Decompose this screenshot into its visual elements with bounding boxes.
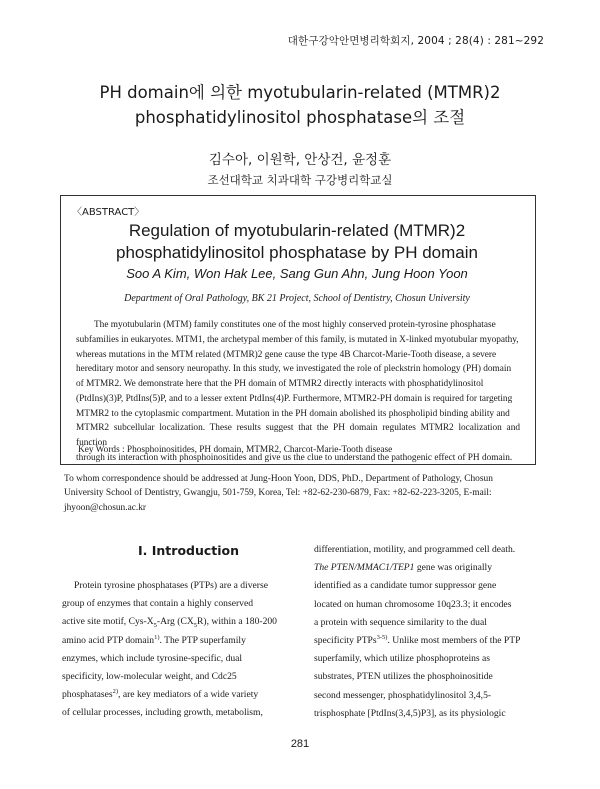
text-run: gene was originally <box>414 562 492 574</box>
abstract-line: whereas mutations in the MTM related (MTMR)2 gene cause the type 4B Charcot-Marie-Tooth disease, a severe <box>76 349 497 360</box>
journal-reference: 대한구강악안면병리학회지, 2004 ; 28(4) : 281~292 <box>287 35 544 47</box>
abstract-line: MTMR2 subcellular localization. These results suggest that the PH domain regulates MTMR2 localization and function <box>76 423 520 448</box>
text-run: . Unlike most members of the PTP <box>387 635 521 647</box>
text-run: active site motif, Cys-X <box>62 616 154 628</box>
abstract-body <box>76 318 520 466</box>
body-line <box>62 686 294 704</box>
abstract-line: The myotubularin (MTM) family constitutes one of the most highly conserved protein-tyrosine phosphatase <box>94 320 496 330</box>
body-line: differentiation, motility, and programmed cell death. <box>314 544 516 555</box>
subscript: 5 <box>193 622 198 630</box>
korean-affiliation: 조선대학교 치과대학 구강병리학교실 <box>207 173 393 187</box>
abstract-line: MTMR2 to the cytoplasmic compartment. Mutation in the PH domain abolished its phospholipid binding ability and <box>76 408 510 419</box>
korean-title <box>0 80 600 130</box>
body-line <box>314 632 528 650</box>
introduction-right-column <box>314 541 528 723</box>
body-line: group of enzymes that contain a highly conserved <box>62 598 254 610</box>
body-line: enzymes, which include tyrosine-specific, dual <box>62 652 243 664</box>
body-line: Protein tyrosine phosphatases (PTPs) are a diverse <box>74 580 268 591</box>
correspondence-line: University School of Dentistry, Gwangju, 501-759, Korea, Tel: +82-62-230-6879, Fax: +82-62-223-3205, E-mail: <box>64 488 492 499</box>
english-title-line-1: Regulation of myotubularin-related (MTMR)2 <box>128 221 466 240</box>
text-run: specificity PTPs <box>314 635 377 647</box>
korean-title-line-2: phosphatidylinositol phosphatase의 조절 <box>134 108 466 127</box>
abstract-line: through its interaction with phosphoinositides and give us the clue to understand the pathogenic effect of PH domain. <box>76 452 513 463</box>
body-line <box>314 559 528 577</box>
english-title-line-2: phosphatidylinositol phosphatase by PH domain <box>116 243 478 262</box>
body-line <box>62 613 294 631</box>
body-line: located on human chromosome 10q23.3; it encodes <box>314 598 512 610</box>
body-line: substrates, PTEN utilizes the phosphoinositide <box>314 671 493 683</box>
abstract-line: of MTMR2. We demonstrate here that the PH domain of MTMR2 directly interacts with phosphatidylinositol <box>76 379 484 389</box>
page-number: 281 <box>290 738 310 750</box>
introduction-heading: I. Introduction <box>138 543 240 558</box>
subscript: 5 <box>153 622 157 630</box>
english-affiliation: Department of Oral Pathology, BK 21 Project, School of Dentistry, Chosun University <box>124 293 470 304</box>
abstract-line: subfamilies in eukaryotes. MTM1, the archetypal member of this family, is mutated in X-linked myotubular myopathy, <box>76 334 519 345</box>
text-run: . The PTP superfamily <box>159 634 246 646</box>
text-run: phosphatases <box>62 689 113 701</box>
keywords: Key Words : Phosphoinositides, PH domain, MTMR2, Charcot-Marie-Tooth disease <box>78 445 393 455</box>
body-line: trisphosphate [PtdIns(3,4,5)P3], as its physiologic <box>314 707 506 719</box>
body-line: a protein with sequence similarity to the dual <box>314 616 487 628</box>
gene-name: The PTEN/MMAC1/TEP1 <box>314 562 415 574</box>
citation: 3-5) <box>376 633 388 641</box>
body-line: identified as a candidate tumor suppressor gene <box>314 580 497 592</box>
abstract-line: (PtdIns)(3)P, PtdIns(5)P, and to a lesser extent PtdIns(4)P. Furthermore, MTMR2-PH domain is required for targeting <box>76 393 513 404</box>
korean-authors: 김수아, 이원학, 안상건, 윤정훈 <box>208 152 392 168</box>
body-line: specificity, low-molecular weight, and Cdc25 <box>62 671 237 683</box>
body-line: second messenger, phosphatidylinositol 3,4,5- <box>314 689 492 701</box>
abstract-line: hereditary motor and sensory neuropathy. In this study, we investigated the role of pleckstrin homology (PH) domain <box>76 364 512 375</box>
body-line: of cellular processes, including growth, metabolism, <box>62 707 263 719</box>
english-title <box>60 220 534 264</box>
correspondence-line: To whom correspondence should be addressed at Jung-Hoon Yoon, DDS, PhD., Department of Pathology, Chosun <box>64 474 493 484</box>
text-run: amino acid PTP domain <box>62 634 155 646</box>
text-run: , are key mediators of a wide variety <box>118 689 259 701</box>
text-run: -Arg (CX <box>156 616 194 628</box>
text-run: R), within a 180-200 <box>197 616 277 628</box>
korean-title-line-1: PH domain에 의한 myotubularin-related (MTMR)2 <box>99 83 501 102</box>
citation: 2) <box>112 688 119 696</box>
body-line: superfamily, which utilize phosphoproteins as <box>314 653 491 665</box>
correspondence-note <box>64 472 536 515</box>
abstract-label: 〈ABSTRACT〉 <box>72 207 145 218</box>
introduction-left-column <box>62 577 294 723</box>
english-authors: Soo A Kim, Won Hak Lee, Sang Gun Ahn, Jung Hoon Yoon <box>126 266 468 281</box>
citation: 1) <box>154 633 160 641</box>
correspondence-email: jhyoon@chosun.ac.kr <box>64 502 147 513</box>
body-line <box>62 632 294 650</box>
